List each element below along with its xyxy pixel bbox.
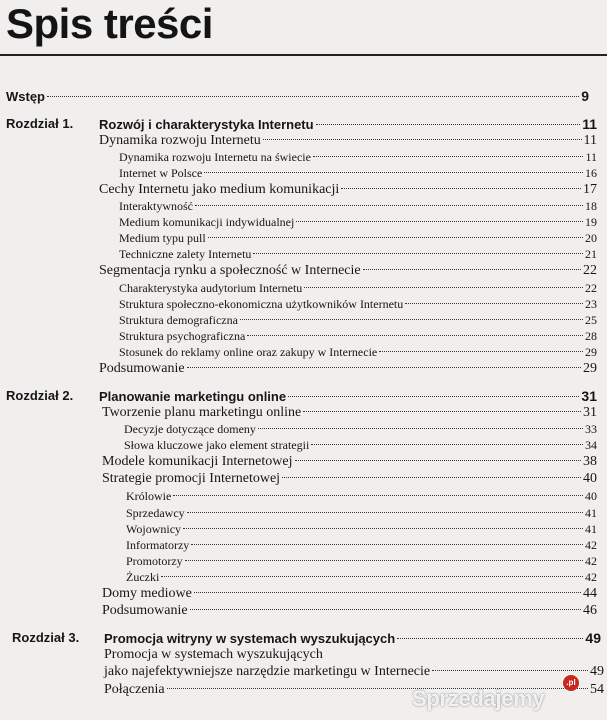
entry-title: Słowa kluczowe jako element strategii: [124, 438, 310, 452]
entry-title: Żuczki: [126, 570, 160, 584]
dot-leader: [253, 253, 583, 254]
entry-title: Połączenia: [104, 682, 165, 697]
dot-leader: [258, 428, 583, 429]
entry-title: Struktura społeczno-ekonomiczna użytkowników Internetu: [119, 297, 404, 311]
entry-page: 42: [585, 554, 597, 568]
entry-page: 16: [585, 166, 597, 180]
entry-title: Cechy Internetu jako medium komunikacji: [99, 182, 340, 197]
entry-title: Segmentacja rynku a społeczność w Internecie: [99, 263, 361, 278]
entry-title: Domy mediowe: [102, 586, 192, 601]
entry-title: jako najefektywniejsze narzędzie marketingu w Internecie: [104, 664, 431, 679]
page-title: Spis treści: [6, 0, 213, 47]
dot-leader: [432, 670, 588, 671]
chapter-3-label: Rozdział 3.: [12, 630, 80, 645]
entry-page: 33: [585, 422, 597, 436]
chapter-3-page: 49: [585, 630, 601, 646]
toc-entry[interactable]: [119, 164, 597, 182]
chapter-1-title: Rozwój i charakterystyka Internetu: [99, 117, 314, 132]
entry-page: 42: [585, 570, 597, 584]
toc-entry-line[interactable]: Promocja w systemach wyszukujących: [104, 647, 323, 662]
dot-leader: [191, 544, 583, 545]
dot-leader: [282, 477, 581, 478]
dot-leader: [47, 96, 579, 97]
entry-page: 40: [585, 489, 597, 503]
watermark-text: Sprzedajemy: [412, 686, 545, 711]
entry-page: 41: [585, 522, 597, 536]
chapter-1-heading[interactable]: [99, 115, 597, 133]
entry-title: Stosunek do reklamy online oraz zakupy w Internecie: [119, 345, 378, 359]
chapter-2-heading[interactable]: [99, 387, 597, 405]
dot-leader: [195, 205, 583, 206]
entry-page: 11: [585, 150, 597, 164]
entry-title: Podsumowanie: [99, 361, 185, 376]
toc-entry[interactable]: [119, 245, 597, 263]
dot-leader: [161, 576, 583, 577]
title-rule: [0, 54, 607, 56]
toc-entry[interactable]: [124, 436, 597, 454]
dot-leader: [341, 188, 581, 189]
entry-title: Dynamika rozwoju Internetu na świecie: [119, 150, 311, 164]
entry-title: Wojownicy: [126, 522, 182, 536]
entry-title: Podsumowanie: [102, 603, 188, 618]
entry-title: Decyzje dotyczące domeny: [124, 422, 256, 436]
entry-title: Techniczne zalety Internetu: [119, 247, 252, 261]
entry-page: 38: [583, 454, 597, 469]
toc-entry[interactable]: [119, 343, 597, 361]
toc-entry[interactable]: [102, 453, 597, 471]
entry-title: Królowie: [126, 489, 172, 503]
dot-leader: [288, 396, 579, 397]
dot-leader: [313, 156, 584, 157]
chapter-2-title: Planowanie marketingu online: [99, 389, 287, 404]
toc-intro-page: 9: [581, 88, 589, 104]
entry-title: Struktura psychograficzna: [119, 329, 246, 343]
entry-page: 29: [585, 345, 597, 359]
toc-entry[interactable]: [104, 663, 604, 681]
entry-page: 31: [583, 405, 597, 420]
chapter-1-label: Rozdział 1.: [6, 116, 74, 131]
dot-leader: [240, 319, 583, 320]
entry-title: Medium typu pull: [119, 231, 206, 245]
dot-leader: [185, 560, 583, 561]
entry-page: 49: [590, 664, 604, 679]
dot-leader: [303, 411, 581, 412]
entry-title: Struktura demograficzna: [119, 313, 238, 327]
entry-title: Tworzenie planu marketingu online: [102, 405, 302, 420]
entry-title: Modele komunikacji Internetowej: [102, 454, 293, 469]
entry-page: 17: [583, 182, 597, 197]
dot-leader: [194, 592, 581, 593]
entry-page: 22: [583, 263, 597, 278]
dot-leader: [379, 351, 583, 352]
entry-title: Strategie promocji Internetowej: [102, 471, 281, 486]
entry-page: 25: [585, 313, 597, 327]
entry-page: 44: [583, 586, 597, 601]
toc-entry[interactable]: [102, 470, 597, 488]
toc-intro[interactable]: [6, 87, 589, 105]
dot-leader: [204, 172, 583, 173]
toc-entry[interactable]: [102, 585, 597, 603]
dot-leader: [247, 335, 583, 336]
entry-title: Promotorzy: [126, 554, 183, 568]
entry-page: 18: [585, 199, 597, 213]
entry-page: 34: [585, 438, 597, 452]
chapter-3-title: Promocja witryny w systemach wyszukujących: [104, 631, 396, 646]
chapter-3-heading[interactable]: [104, 629, 601, 647]
entry-page: 11: [583, 133, 597, 148]
chapter-1-page: 11: [582, 116, 597, 132]
toc-intro-label: Wstęp: [6, 89, 45, 104]
entry-title: Sprzedawcy: [126, 506, 185, 520]
toc-entry[interactable]: [99, 360, 597, 378]
entry-page: 54: [590, 682, 604, 697]
dot-leader: [208, 237, 583, 238]
toc-entry[interactable]: [126, 487, 597, 505]
toc-entry[interactable]: [99, 262, 597, 280]
entry-title: Medium komunikacji indywidualnej: [119, 215, 295, 229]
entry-page: 21: [585, 247, 597, 261]
dot-leader: [405, 303, 583, 304]
dot-leader: [296, 221, 583, 222]
entry-page: 41: [585, 506, 597, 520]
entry-page: 42: [585, 538, 597, 552]
chapter-2-label: Rozdział 2.: [6, 388, 74, 403]
dot-leader: [183, 528, 583, 529]
dot-leader: [304, 287, 583, 288]
entry-page: 40: [583, 471, 597, 486]
entry-page: 19: [585, 215, 597, 229]
entry-title: Informatorzy: [126, 538, 190, 552]
entry-page: 23: [585, 297, 597, 311]
dot-leader: [295, 460, 582, 461]
entry-page: 29: [583, 361, 597, 376]
toc-entry[interactable]: [102, 602, 597, 620]
dot-leader: [263, 139, 582, 140]
dot-leader: [316, 124, 581, 125]
dot-leader: [173, 495, 583, 496]
entry-page: 22: [585, 281, 597, 295]
chapter-2-page: 31: [581, 388, 597, 404]
toc-entry[interactable]: [126, 568, 597, 586]
dot-leader: [187, 367, 581, 368]
dot-leader: [363, 269, 581, 270]
dot-leader: [397, 638, 583, 639]
dot-leader: [187, 512, 583, 513]
entry-page: 20: [585, 231, 597, 245]
entry-page: 28: [585, 329, 597, 343]
entry-title: Interaktywność: [119, 199, 193, 213]
entry-title: Charakterystyka audytorium Internetu: [119, 281, 303, 295]
watermark-badge: .pl: [563, 675, 579, 691]
dot-leader: [190, 609, 581, 610]
entry-title: Dynamika rozwoju Internetu: [99, 133, 261, 148]
entry-title: Internet w Polsce: [119, 166, 203, 180]
entry-page: 46: [583, 603, 597, 618]
dot-leader: [311, 444, 583, 445]
